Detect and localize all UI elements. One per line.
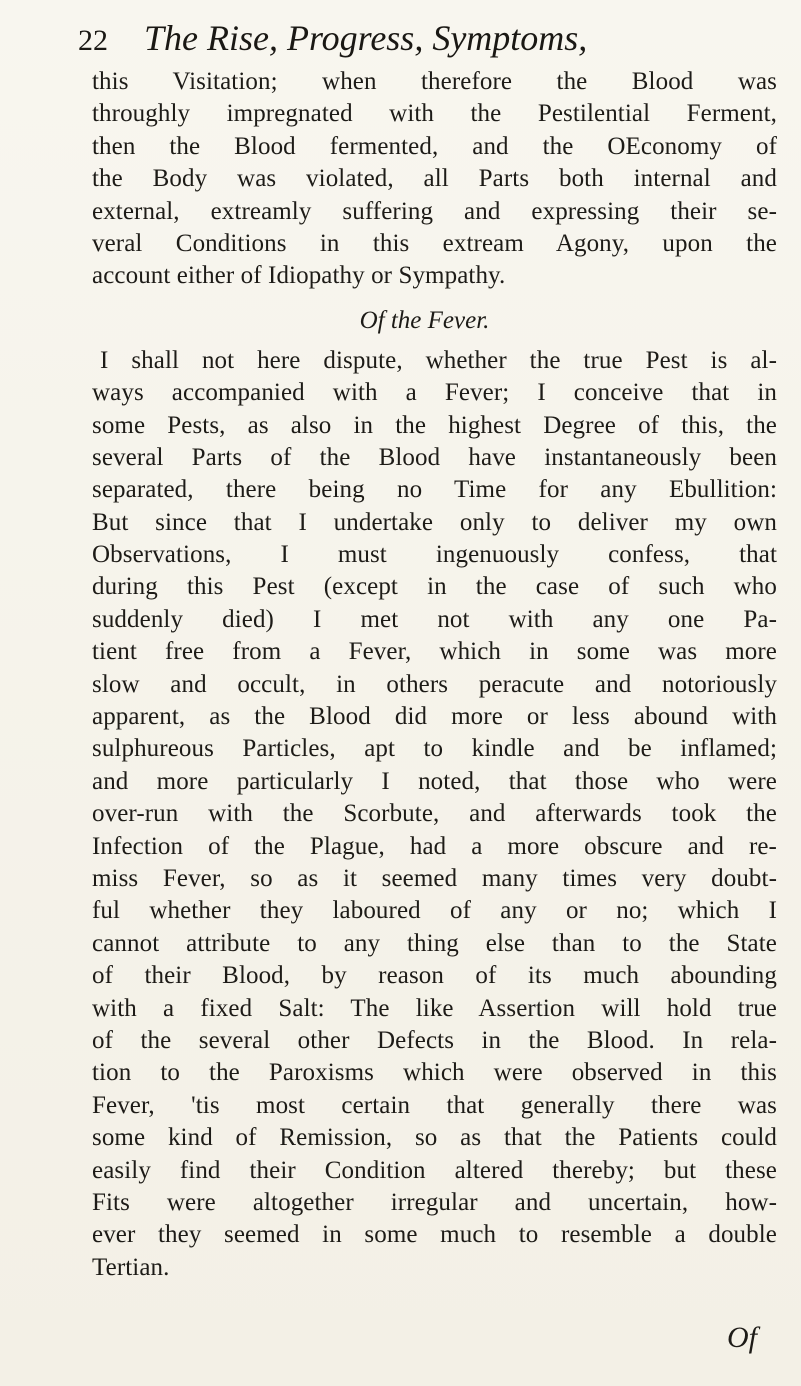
text-line: several Parts of the Blood have instantaneously been xyxy=(92,443,777,471)
paragraph-2 xyxy=(92,345,777,1284)
text-line: Tertian. xyxy=(92,1253,170,1281)
text-line: I shall not here dispute, whether the true Pest is al- xyxy=(100,346,777,374)
text-line: Observations, I must ingenuously confess, that xyxy=(92,541,777,569)
text-line: some Pests, as also in the highest Degree of this, the xyxy=(92,411,777,439)
text-line: Fever, 'tis most certain that generally there was xyxy=(92,1091,777,1119)
text-line: ever they seemed in some much to resemble a double xyxy=(92,1221,777,1249)
text-line: some kind of Remission, so as that the Patients could xyxy=(92,1124,777,1152)
running-header xyxy=(78,14,768,62)
text-line: then the Blood fermented, and the OEconomy of xyxy=(92,132,777,160)
body-text xyxy=(92,66,777,1284)
text-line: easily find their Condition altered thereby; but these xyxy=(92,1156,777,1184)
text-line: with a fixed Salt: The like Assertion will hold true xyxy=(92,994,777,1022)
text-line: cannot attribute to any thing else than to the State xyxy=(92,929,777,957)
text-line: of the several other Defects in the Blood. In rela- xyxy=(92,1026,777,1054)
text-line: sulphureous Particles, apt to kindle and be inflamed; xyxy=(92,735,777,763)
text-line: separated, there being no Time for any Ebullition: xyxy=(92,476,777,504)
running-title: The Rise, Progress, Symptoms, xyxy=(144,18,588,58)
catchword: Of xyxy=(727,1321,757,1354)
text-line: Fits were altogether irregular and uncertain, how- xyxy=(92,1188,777,1216)
text-line: of their Blood, by reason of its much abounding xyxy=(92,962,777,990)
text-line: over-run with the Scorbute, and afterwards took the xyxy=(92,800,777,828)
text-line: during this Pest (except in the case of such who xyxy=(92,573,777,601)
paragraph-1 xyxy=(92,66,777,293)
text-line: ful whether they laboured of any or no; which I xyxy=(92,897,777,925)
text-line: and more particularly I noted, that those who were xyxy=(92,767,777,795)
text-line: apparent, as the Blood did more or less abound with xyxy=(92,703,777,731)
text-line: account either of Idiopathy or Sympathy. xyxy=(92,262,506,290)
text-line: throughly impregnated with the Pestilential Ferment, xyxy=(92,100,777,128)
text-line: veral Conditions in this extream Agony, upon the xyxy=(92,229,777,257)
text-line: this Visitation; when therefore the Blood was xyxy=(92,68,777,95)
text-line: slow and occult, in others peracute and notoriously xyxy=(92,670,777,698)
text-line: tient free from a Fever, which in some was more xyxy=(92,638,777,666)
text-line: miss Fever, so as it seemed many times very doubt- xyxy=(92,864,777,892)
text-line: tion to the Paroxisms which were observed in this xyxy=(92,1059,777,1087)
text-line: suddenly died) I met not with any one Pa- xyxy=(92,605,777,633)
text-line: external, extreamly suffering and expressing their se- xyxy=(92,197,777,225)
text-line: But since that I undertake only to deliver my own xyxy=(92,508,777,536)
page-number: 22 xyxy=(78,24,108,57)
text-line: Infection of the Plague, had a more obscure and re- xyxy=(92,832,777,860)
text-line: the Body was violated, all Parts both internal and xyxy=(92,165,777,193)
section-heading: Of the Fever. xyxy=(359,306,490,334)
text-line: ways accompanied with a Fever; I conceive that in xyxy=(92,379,777,407)
